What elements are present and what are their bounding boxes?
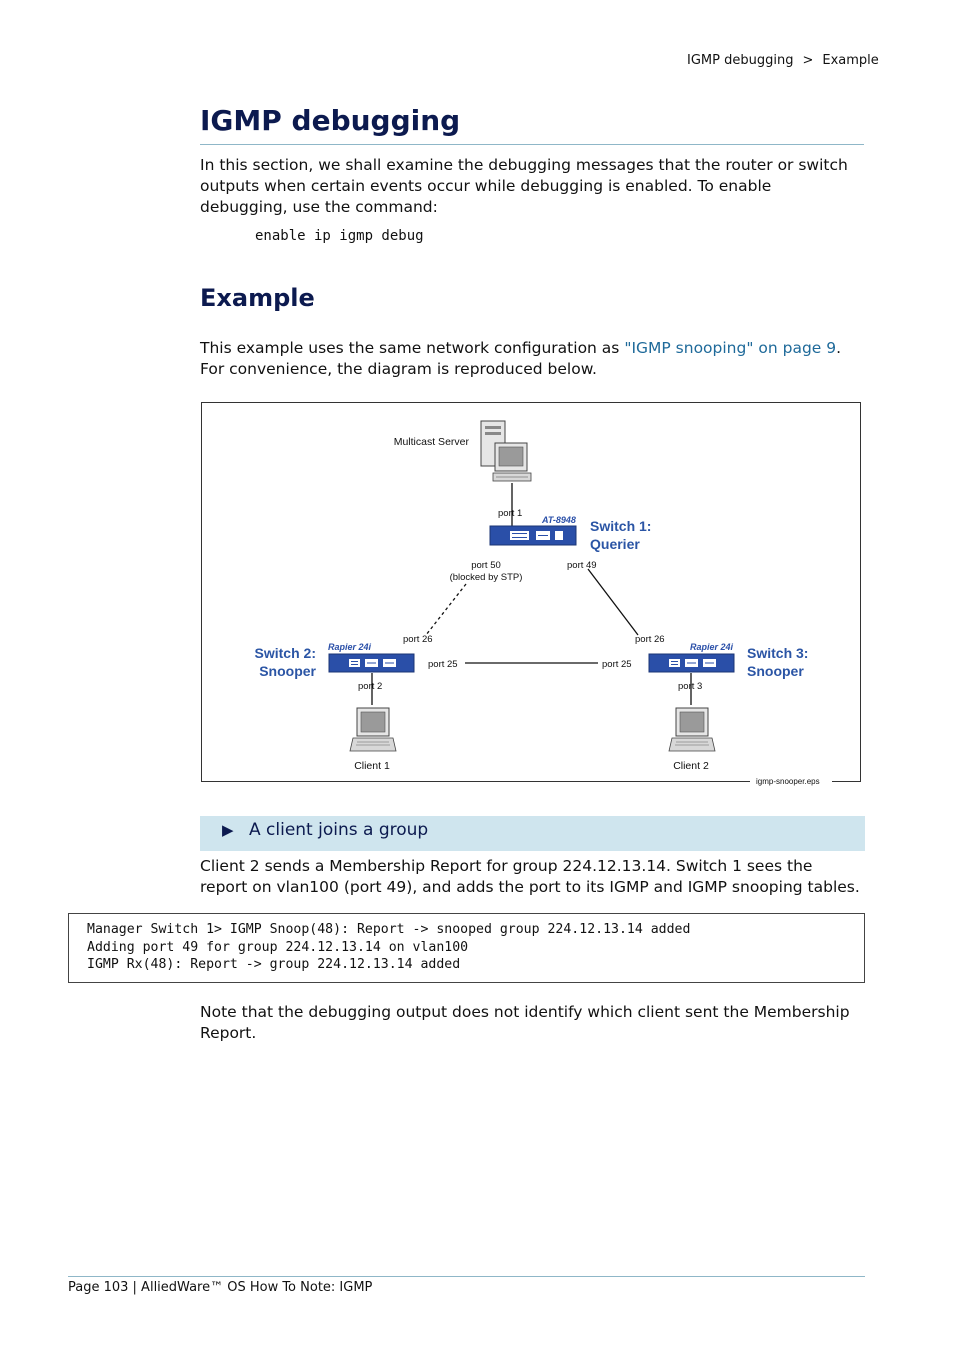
server-label: Multicast Server xyxy=(393,436,469,448)
switch1-port49-label: port 49 xyxy=(567,560,597,571)
subheading-bar xyxy=(200,816,865,851)
page-footer: Page 103 | AlliedWare™ OS How To Note: IGMP xyxy=(68,1280,373,1295)
debug-output-line: Adding port 49 for group 224.12.13.14 on vlan100 xyxy=(87,939,469,955)
debug-output-line: IGMP Rx(48): Report -> group 224.12.13.14 added xyxy=(87,957,461,972)
switch3-port3-label: port 3 xyxy=(678,681,703,692)
switch2-port26-label: port 26 xyxy=(403,634,433,645)
switch2-model-label: Rapier 24i xyxy=(328,642,372,652)
breadcrumb-section: IGMP debugging xyxy=(687,53,794,68)
page-title: IGMP debugging xyxy=(200,104,461,137)
switch2-title-line2: Snooper xyxy=(259,663,316,679)
diagram-file-label: igmp-snooper.eps xyxy=(756,777,820,786)
switch1-title-line2: Querier xyxy=(590,536,640,552)
link-switch1-switch2-blocked xyxy=(426,584,466,635)
footer-divider xyxy=(68,1276,865,1277)
switch1-model-label: AT-8948 xyxy=(542,515,576,525)
client2-label: Client 2 xyxy=(673,760,709,772)
switch3-port25-label: port 25 xyxy=(602,659,632,670)
command-example: enable ip igmp debug xyxy=(255,228,424,244)
example-text-before: This example uses the same network configuration as xyxy=(200,339,625,357)
switch3-model-label: Rapier 24i xyxy=(690,642,734,652)
debug-output-line: Manager Switch 1> IGMP Snoop(48): Report -> snooped group 224.12.13.14 added xyxy=(87,922,691,937)
network-diagram xyxy=(201,402,861,786)
triangle-bullet-icon: ▶ xyxy=(222,821,234,839)
title-divider xyxy=(200,144,864,145)
example-paragraph xyxy=(200,338,862,380)
example-heading: Example xyxy=(200,284,315,312)
subheading-text: A client joins a group xyxy=(249,820,429,840)
switch1-device-icon xyxy=(490,526,576,545)
link-switch1-switch3 xyxy=(588,569,638,635)
multicast-server-icon xyxy=(481,421,531,481)
switch1-port50-note: (blocked by STP) xyxy=(449,572,523,583)
intro-paragraph: In this section, we shall examine the debugging messages that the router or switch outputs when certain events occur while debugging is enabled. To enable debugging, use the command: xyxy=(200,156,848,216)
client1-laptop-icon xyxy=(350,708,396,751)
switch3-device-icon xyxy=(649,654,734,672)
switch2-port2-label: port 2 xyxy=(358,681,383,692)
switch1-port1-label: port 1 xyxy=(498,508,523,519)
switch3-title-line1: Switch 3: xyxy=(747,645,809,661)
client2-laptop-icon xyxy=(669,708,715,751)
switch1-title-line1: Switch 1: xyxy=(590,518,652,534)
client-joins-paragraph: Client 2 sends a Membership Report for group 224.12.13.14. Switch 1 sees the report on vlan100 (port 49), and adds the port to its IGMP and IGMP snooping tables. xyxy=(200,857,860,896)
switch3-title-line2: Snooper xyxy=(747,663,804,679)
example-text-after: . For convenience, the diagram is reproduced below. xyxy=(200,339,842,378)
debug-output-box xyxy=(68,913,865,983)
note-paragraph: Note that the debugging output does not identify which client sent the Membership Report. xyxy=(200,1003,850,1042)
switch2-title-line1: Switch 2: xyxy=(254,645,316,661)
switch2-device-icon xyxy=(329,654,414,672)
client1-label: Client 1 xyxy=(354,760,390,772)
igmp-snooping-link[interactable]: "IGMP snooping" on page 9 xyxy=(624,339,837,357)
breadcrumb-page: Example xyxy=(822,53,879,68)
breadcrumb-separator: > xyxy=(802,53,814,68)
switch1-port50-label: port 50 xyxy=(471,560,501,571)
breadcrumb xyxy=(687,53,879,68)
switch2-port25-label: port 25 xyxy=(428,659,458,670)
switch3-port26-label: port 26 xyxy=(635,634,665,645)
